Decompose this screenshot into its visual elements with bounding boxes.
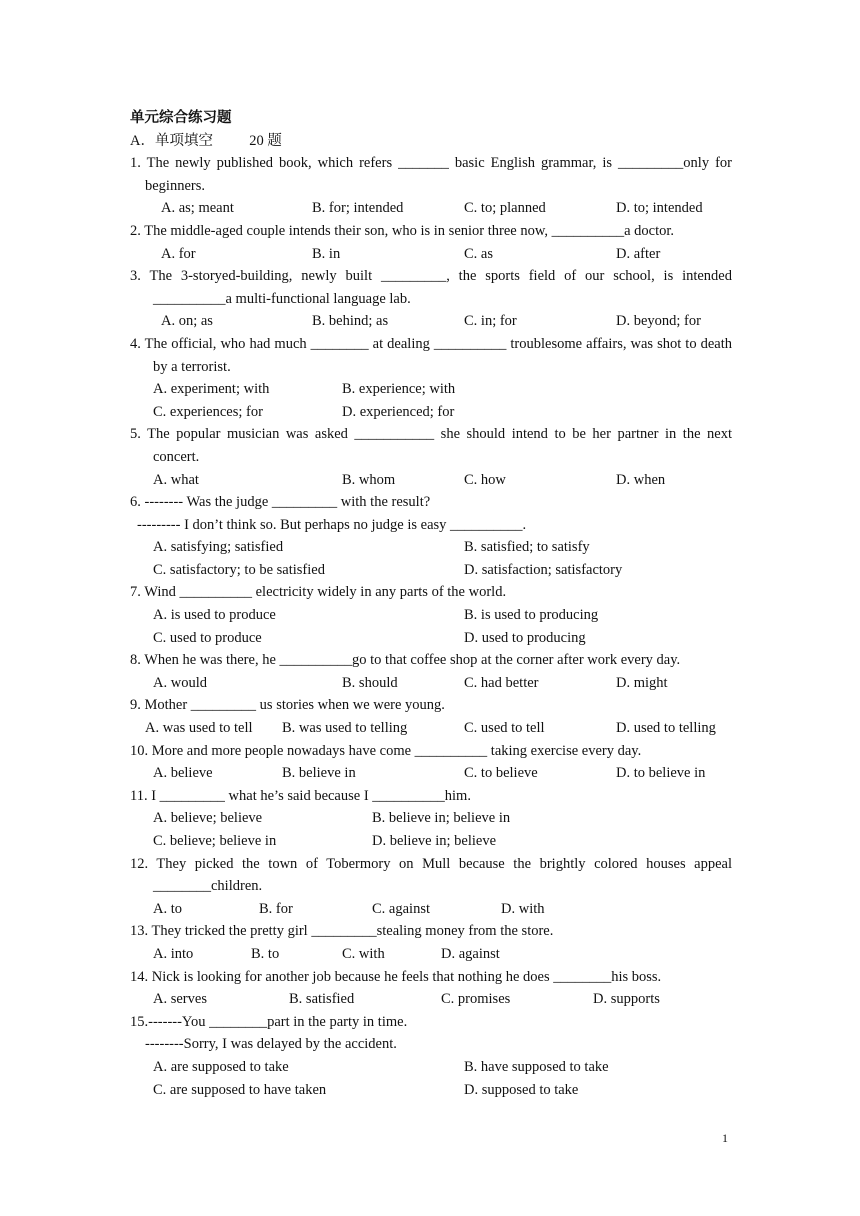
option-c: C. used to tell bbox=[464, 720, 545, 737]
question-13-options bbox=[130, 943, 732, 966]
option-c: C. as bbox=[464, 245, 493, 262]
option-d: D. when bbox=[616, 471, 666, 488]
option-b: B. experience; with bbox=[342, 381, 456, 398]
question-4-options-row-2 bbox=[130, 401, 732, 424]
option-a: A. was used to tell bbox=[145, 720, 253, 737]
option-a: A. experiment; with bbox=[153, 381, 270, 398]
option-b: B. was used to telling bbox=[282, 720, 408, 737]
option-c: C. believe; believe in bbox=[153, 833, 277, 849]
option-b: B. whom bbox=[342, 471, 396, 488]
option-c: C. to; planned bbox=[464, 200, 546, 217]
question-6-options-row-1 bbox=[130, 536, 732, 559]
question-4: 4. The official, who had much ________ at dealing __________ troublesome affairs, was shot to death by a terrorist. bbox=[130, 335, 732, 375]
page-number: 1 bbox=[722, 1131, 728, 1145]
question-2: 2. The middle-aged couple intends their son, who is in senior three now, __________a doctor. bbox=[130, 222, 675, 239]
question-1: 1. The newly published book, which refers _______ basic English grammar, is _________only for beginners. bbox=[130, 155, 732, 194]
option-d: D. experienced; for bbox=[342, 403, 455, 420]
question-3-options bbox=[130, 310, 732, 333]
option-c: C. satisfactory; to be satisfied bbox=[153, 561, 325, 578]
option-a: A. believe; believe bbox=[153, 810, 263, 827]
option-b: B. behind; as bbox=[312, 313, 389, 330]
question-11: 11. I _________ what he’s said because I __________him. bbox=[130, 787, 471, 804]
option-d: D. used to producing bbox=[464, 629, 586, 646]
option-b: B. to bbox=[251, 945, 280, 962]
question-15-reply: --------Sorry, I was delayed by the accident. bbox=[145, 1036, 397, 1053]
option-c: C. promises bbox=[441, 991, 511, 1008]
option-a: A. into bbox=[153, 945, 194, 962]
question-12: 12. They picked the town of Tobermory on Mull because the brightly colored houses appeal ________children. bbox=[130, 855, 732, 895]
question-15: 15.-------You ________part in the party in time. bbox=[130, 1013, 408, 1030]
question-5: 5. The popular musician was asked ___________ she should intend to be her partner in the next concert. bbox=[130, 426, 732, 465]
question-14: 14. Nick is looking for another job because he feels that nothing he does ________his boss. bbox=[130, 968, 662, 985]
option-a: A. are supposed to take bbox=[153, 1058, 289, 1075]
option-b: B. believe in bbox=[282, 765, 356, 782]
exercise-content bbox=[130, 107, 732, 1101]
option-a: A. to bbox=[153, 900, 182, 917]
option-c: C. experiences; for bbox=[153, 403, 263, 420]
option-a: A. is used to produce bbox=[153, 607, 276, 624]
question-9: 9. Mother _________ us stories when we were young. bbox=[130, 697, 445, 714]
question-4-options-row-1 bbox=[130, 378, 732, 401]
question-11-options-row-2 bbox=[130, 830, 732, 853]
option-b: B. satisfied bbox=[289, 991, 355, 1008]
question-15-options-row-1 bbox=[130, 1056, 732, 1079]
option-a: A. what bbox=[153, 471, 199, 488]
option-a: A. believe bbox=[153, 765, 213, 782]
page-title: 单元综合练习题 bbox=[130, 110, 232, 126]
question-6-options-row-2 bbox=[130, 559, 732, 582]
question-14-options bbox=[130, 988, 732, 1011]
option-a: A. serves bbox=[153, 991, 207, 1008]
option-d: D. to believe in bbox=[616, 765, 706, 782]
option-c: C. with bbox=[342, 945, 385, 962]
question-9-options bbox=[130, 717, 732, 740]
option-a: A. satisfying; satisfied bbox=[153, 539, 284, 556]
option-b: B. satisfied; to satisfy bbox=[464, 539, 590, 556]
question-15-options-row-2 bbox=[130, 1079, 732, 1102]
option-c: C. in; for bbox=[464, 313, 517, 330]
option-c: C. against bbox=[372, 900, 430, 917]
question-1-options bbox=[130, 197, 732, 220]
question-7-options-row-2 bbox=[130, 627, 732, 650]
question-3: 3. The 3-storyed-building, newly built _________, the sports field of our school, is intended __________a multi-functional language lab. bbox=[130, 268, 732, 307]
option-c: C. how bbox=[464, 471, 506, 488]
option-d: D. after bbox=[616, 245, 661, 262]
option-d: D. used to telling bbox=[616, 720, 716, 737]
option-d: D. supports bbox=[593, 991, 660, 1008]
question-10-options bbox=[130, 762, 732, 785]
option-a: A. on; as bbox=[161, 313, 213, 330]
section-heading: A．单项填空 20 题 bbox=[130, 132, 282, 149]
option-b: B. believe in; believe in bbox=[372, 810, 511, 827]
question-8: 8. When he was there, he __________go to that coffee shop at the corner after work every day. bbox=[130, 652, 681, 669]
option-c: C. to believe bbox=[464, 765, 538, 782]
option-c: C. used to produce bbox=[153, 629, 262, 646]
option-b: B. for; intended bbox=[312, 200, 404, 217]
option-d: D. satisfaction; satisfactory bbox=[464, 561, 623, 578]
option-d: D. believe in; believe bbox=[372, 833, 497, 849]
question-5-options bbox=[130, 469, 732, 492]
option-a: A. would bbox=[153, 674, 207, 691]
question-8-options bbox=[130, 672, 732, 695]
question-11-options-row-1 bbox=[130, 807, 732, 830]
question-2-options bbox=[130, 243, 732, 266]
option-d: D. beyond; for bbox=[616, 313, 701, 330]
question-7-options-row-1 bbox=[130, 604, 732, 627]
option-b: B. is used to producing bbox=[464, 607, 599, 624]
question-10: 10. More and more people nowadays have come __________ taking exercise every day. bbox=[130, 742, 642, 759]
option-a: A. for bbox=[161, 245, 196, 262]
question-7: 7. Wind __________ electricity widely in any parts of the world. bbox=[130, 584, 507, 601]
option-d: D. might bbox=[616, 674, 668, 691]
option-c: C. are supposed to have taken bbox=[153, 1081, 327, 1098]
option-b: B. should bbox=[342, 674, 398, 691]
question-12-options bbox=[130, 898, 732, 921]
option-b: B. have supposed to take bbox=[464, 1058, 609, 1075]
option-d: D. to; intended bbox=[616, 200, 703, 217]
question-6-reply: --------- I don’t think so. But perhaps no judge is easy __________. bbox=[137, 516, 527, 533]
question-13: 13. They tricked the pretty girl _________stealing money from the store. bbox=[130, 923, 554, 940]
option-b: B. for bbox=[259, 900, 293, 917]
question-6: 6. -------- Was the judge _________ with the result? bbox=[130, 494, 431, 511]
option-d: D. supposed to take bbox=[464, 1081, 579, 1098]
option-d: D. against bbox=[441, 945, 500, 962]
option-b: B. in bbox=[312, 245, 341, 262]
option-a: A. as; meant bbox=[161, 200, 234, 217]
option-d: D. with bbox=[501, 900, 545, 917]
option-c: C. had better bbox=[464, 674, 539, 691]
